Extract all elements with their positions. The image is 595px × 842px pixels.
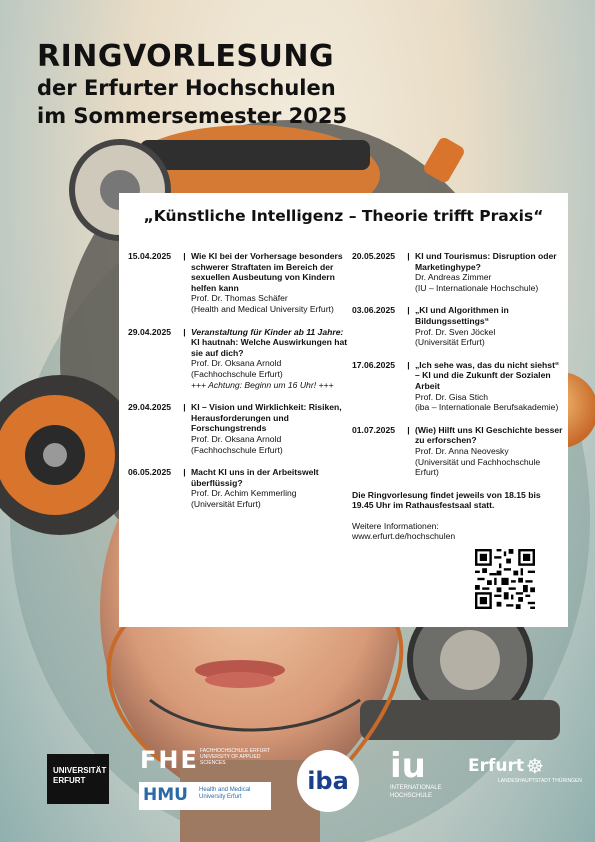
lecture-date: 17.06.2025 <box>352 359 396 370</box>
lecture-date: 29.04.2025 <box>128 326 172 337</box>
iu-subtext: INTERNATIONALE HOCHSCHULE <box>390 785 442 799</box>
lecture-affiliation: (Universität und Fachhochschule Erfurt) <box>415 456 541 478</box>
partner-logos <box>0 740 595 842</box>
hmu-subtext: Health and Medical University Erfurt <box>199 787 251 800</box>
lecture-speaker: Prof. Dr. Thomas Schäfer <box>191 293 288 304</box>
lecture-title: „Ich sehe was, das du nicht siehst“ – KI und die Zukunft der Sozialen Arbeit <box>415 359 560 391</box>
separator: | <box>407 424 410 435</box>
lecture-affiliation: (iba – Internationale Berufsakademie) <box>415 402 559 413</box>
lecture-affiliation: (Health and Medical University Erfurt) <box>191 303 334 314</box>
lecture-date: 06.05.2025 <box>128 467 172 478</box>
lecture-title: KI und Tourismus: Disruption oder Marketinghype? <box>415 251 557 272</box>
header-subtitle-1: der Erfurter Hochschulen <box>37 76 336 100</box>
lecture-speaker: Prof. Dr. Gisa Stich <box>415 391 489 402</box>
lecture-entry <box>352 305 564 347</box>
lecture-speaker: Prof. Dr. Achim Kemmerling <box>191 488 297 499</box>
lecture-date: 03.06.2025 <box>352 305 396 316</box>
program-column-left <box>128 251 352 521</box>
uni-erfurt-text: UNIVERSITÄT ERFURT <box>53 766 107 785</box>
fhe-logo <box>140 746 270 776</box>
uni-erfurt-logo <box>47 754 109 804</box>
lecture-note: +++ Achtung: Beginn um 16 Uhr! +++ <box>191 379 334 390</box>
lecture-title: KI – Vision und Wirklichkeit: Risiken, Herausforderungen und Forschungstrends <box>191 402 342 434</box>
lecture-date: 29.04.2025 <box>128 402 172 413</box>
lecture-entry <box>128 467 352 509</box>
fhe-subtext: FACHHOCHSCHULE ERFURT UNIVERSITY OF APPLIED SCIENCES <box>200 748 270 766</box>
header <box>37 40 347 130</box>
lecture-date: 01.07.2025 <box>352 424 396 435</box>
separator: | <box>183 467 186 478</box>
lecture-affiliation: (Universität Erfurt) <box>415 337 485 348</box>
lecture-entry <box>352 425 564 478</box>
lecture-entry <box>352 251 564 293</box>
lecture-title: Wie KI bei der Vorhersage besonders schwerer Straftaten im Bereich der sexuellen Ausbeutung von Kindern helfen kann <box>191 251 343 293</box>
lecture-affiliation: (IU – Internationale Hochschule) <box>415 282 539 293</box>
lecture-entry <box>128 251 352 315</box>
lecture-affiliation: (Fachhochschule Erfurt) <box>191 444 283 455</box>
iu-logo <box>390 748 460 814</box>
lecture-entry <box>128 327 352 391</box>
schedule-text: Die Ringvorlesung findet jeweils von 18.15 bis 19.45 Uhr im Rathausfestsaal statt. <box>352 489 541 511</box>
lecture-entry <box>128 402 352 455</box>
lecture-affiliation: (Fachhochschule Erfurt) <box>191 368 283 379</box>
hmu-text: HMU <box>143 785 188 805</box>
program-card <box>119 193 568 627</box>
lecture-prefix: Veranstaltung für Kinder ab 11 Jahre: <box>191 326 344 337</box>
more-info-link[interactable]: www.erfurt.de/hochschulen <box>352 531 456 542</box>
lecture-title: „KI und Algorithmen in Bildungssettings“ <box>415 305 509 326</box>
event-info <box>352 490 564 542</box>
separator: | <box>183 402 186 413</box>
lecture-speaker: Prof. Dr. Oksana Arnold <box>191 358 282 369</box>
lecture-speaker: Prof. Dr. Anna Neovesky <box>415 445 509 456</box>
separator: | <box>407 305 410 316</box>
separator: | <box>183 251 186 261</box>
header-title: RINGVORLESUNG <box>37 39 335 74</box>
iba-text: iba <box>307 767 349 795</box>
wheel-icon: ☸ <box>526 754 544 778</box>
lecture-date: 15.04.2025 <box>128 251 172 261</box>
more-info-label: Weitere Informationen: <box>352 520 439 531</box>
program-title: „Künstliche Intelligenz – Theorie trifft Praxis“ <box>143 207 544 225</box>
lecture-entry <box>352 360 564 413</box>
separator: | <box>407 359 410 370</box>
lecture-title: (Wie) Hilft uns KI Geschichte besser zu erforschen? <box>415 424 563 446</box>
erfurt-text: Erfurt <box>468 756 525 776</box>
erfurt-city-logo <box>468 754 582 816</box>
lecture-title: Macht KI uns in der Arbeitswelt überflüssig? <box>191 467 319 488</box>
program-column-right <box>352 251 564 542</box>
iba-logo <box>297 750 359 812</box>
fhe-text: FHE <box>140 746 199 774</box>
separator: | <box>407 251 410 261</box>
lecture-speaker: Dr. Andreas Zimmer <box>415 272 492 283</box>
separator: | <box>183 326 186 337</box>
erfurt-subtext: LANDESHAUPTSTADT THÜRINGEN <box>498 778 582 784</box>
hmu-logo <box>139 782 271 810</box>
lecture-title: KI hautnah: Welche Auswirkungen hat sie auf dich? <box>191 337 348 358</box>
lecture-speaker: Prof. Dr. Sven Jöckel <box>415 326 496 337</box>
lecture-affiliation: (Universität Erfurt) <box>191 498 261 509</box>
iu-text: iu <box>390 746 426 786</box>
qr-code[interactable] <box>475 549 535 609</box>
lecture-speaker: Prof. Dr. Oksana Arnold <box>191 433 282 444</box>
lecture-date: 20.05.2025 <box>352 251 396 261</box>
header-subtitle-2: im Sommersemester 2025 <box>37 104 348 128</box>
